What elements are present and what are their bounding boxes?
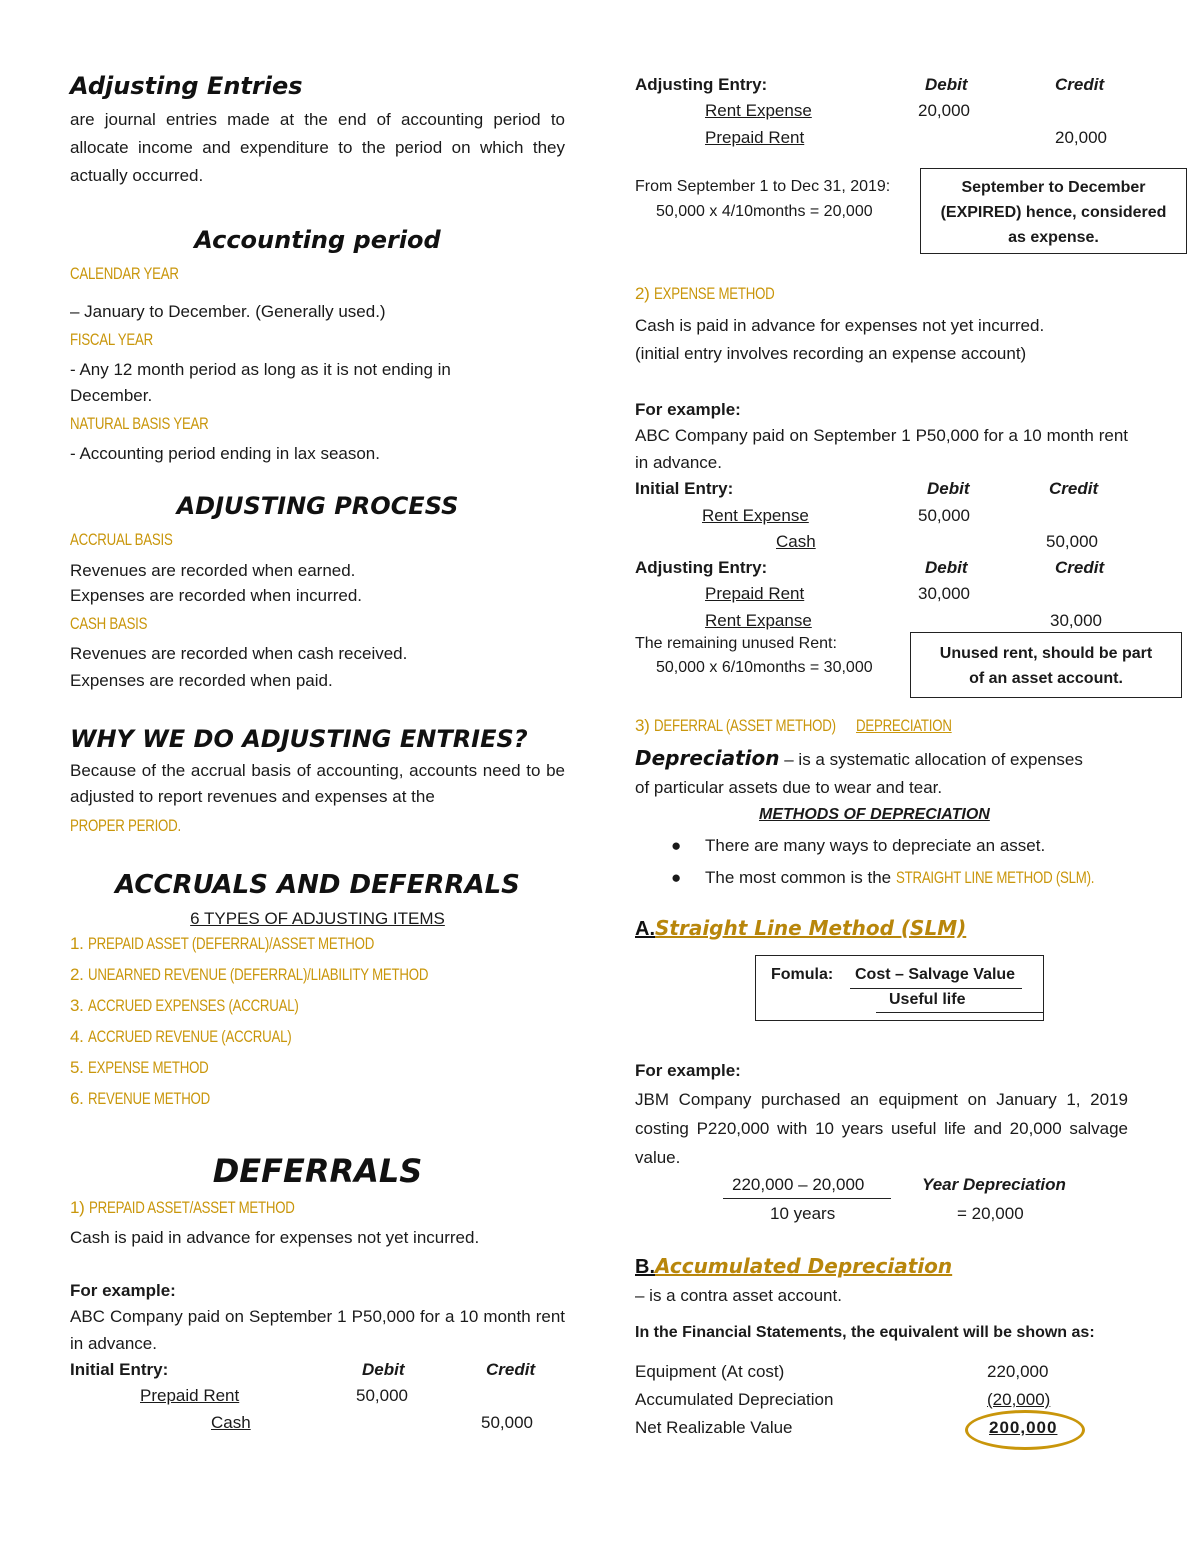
calendar-year-desc: – January to December. (Generally used.) xyxy=(70,302,386,321)
entry-account: Rent Expense xyxy=(705,101,812,120)
note-line: September to December xyxy=(961,179,1146,196)
type-item: 1. PREPAID ASSET (DEFERRAL)/ASSET METHOD xyxy=(70,934,375,953)
entry-credit-amount: 30,000 xyxy=(1050,611,1102,630)
entry-debit-amount: 30,000 xyxy=(918,584,970,603)
credit-header: Credit xyxy=(1055,75,1105,94)
credit-header: Credit xyxy=(1049,479,1099,498)
why-title: WHY WE DO ADJUSTING ENTRIES? xyxy=(70,725,528,753)
debit-header: Debit xyxy=(925,558,968,577)
entry-credit-amount: 20,000 xyxy=(1055,128,1107,147)
entry-credit-amount: 50,000 xyxy=(1046,532,1098,551)
section-b-heading: B.Accumulated Depreciation xyxy=(635,1254,953,1278)
entry-account: Prepaid Rent xyxy=(140,1386,240,1405)
types-title: 6 TYPES OF ADJUSTING ITEMS xyxy=(190,909,445,928)
from-september-label: From September 1 to Dec 31, 2019: xyxy=(635,178,891,195)
highlight-ellipse xyxy=(965,1410,1085,1450)
entry-account: Cash xyxy=(211,1413,251,1432)
fs-row-label: Accumulated Depreciation xyxy=(635,1390,834,1409)
year-depreciation-value: = 20,000 xyxy=(957,1204,1024,1223)
note-line: Unused rent, should be part xyxy=(939,645,1153,662)
entry-account: Rent Expanse xyxy=(705,611,812,630)
methods-title: METHODS OF DEPRECIATION xyxy=(759,806,990,823)
method-2-heading: 2) EXPENSE METHOD xyxy=(635,284,775,303)
calc-expired: 50,000 x 4/10months = 20,000 xyxy=(656,203,873,220)
entry-debit-amount: 50,000 xyxy=(918,506,970,525)
formula-box xyxy=(755,955,1044,1021)
example-2-desc: ABC Company paid on September 1 P50,000 for a 10 month rent in advance. xyxy=(635,426,1128,472)
example-1-desc: ABC Company paid on September 1 P50,000 for a 10 month rent in advance. xyxy=(70,1307,565,1353)
section-a-heading: A.Straight Line Method (SLM) xyxy=(635,916,967,940)
adjusting-entries-title: Adjusting Entries xyxy=(70,72,303,100)
accruals-deferrals-title: ACCRUALS AND DEFERRALS xyxy=(115,870,520,900)
calc-denominator: 10 years xyxy=(770,1204,836,1223)
adjusting-entries-definition: are journal entries made at the end of accounting period to allocate income and expenditure to the period on which they actually occurred. xyxy=(70,110,565,185)
method-2-desc-1: Cash is paid in advance for expenses not yet incurred. xyxy=(635,316,1045,335)
accrual-basis-label: ACCRUAL BASIS xyxy=(70,530,173,549)
accrual-line-1: Revenues are recorded when earned. xyxy=(70,561,356,580)
calendar-year-label: CALENDAR YEAR xyxy=(70,264,179,283)
example-3-desc: JBM Company purchased an equipment on January 1, 2019 costing P220,000 with 10 years useful life and 20,000 salvage value. xyxy=(635,1090,1128,1167)
fiscal-year-desc-1: - Any 12 month period as long as it is not ending in xyxy=(70,360,451,379)
contra-asset-desc: – is a contra asset account. xyxy=(635,1286,842,1305)
type-item: 2. UNEARNED REVENUE (DEFERRAL)/LIABILITY METHOD xyxy=(70,965,429,984)
type-item: 5. EXPENSE METHOD xyxy=(70,1058,209,1077)
entry-debit-amount: 20,000 xyxy=(918,101,970,120)
bullet-item: ● There are many ways to depreciate an asset. xyxy=(671,836,1046,855)
adjusting-entry-label: Adjusting Entry: xyxy=(635,558,768,577)
unused-rent-note-box xyxy=(910,632,1182,698)
credit-header: Credit xyxy=(1055,558,1105,577)
initial-entry-label: Initial Entry: xyxy=(70,1360,169,1379)
for-example-label: For example: xyxy=(70,1281,176,1300)
initial-entry-label: Initial Entry: xyxy=(635,479,734,498)
fs-row-label: Net Realizable Value xyxy=(635,1418,793,1437)
method-3-heading: 3) DEFERRAL (ASSET METHOD) DEPRECIATION xyxy=(635,716,952,735)
financial-statements-line: In the Financial Statements, the equivalent will be shown as: xyxy=(635,1324,1095,1341)
entry-account: Prepaid Rent xyxy=(705,128,805,147)
natural-year-label: NATURAL BASIS YEAR xyxy=(70,414,209,433)
deferral-1-heading: 1) PREPAID ASSET/ASSET METHOD xyxy=(70,1198,295,1217)
note-line: of an asset account. xyxy=(969,670,1123,687)
fiscal-year-label: FISCAL YEAR xyxy=(70,330,153,349)
remaining-rent-label: The remaining unused Rent: xyxy=(635,635,837,652)
calc-numerator: 220,000 – 20,000 xyxy=(732,1175,865,1194)
cash-line-1: Revenues are recorded when cash received. xyxy=(70,644,408,663)
note-line: as expense. xyxy=(1008,229,1099,246)
formula-numerator: Cost – Salvage Value xyxy=(855,966,1016,983)
depreciation-definition-2: of particular assets due to wear and tear. xyxy=(635,778,943,797)
depreciation-definition: Depreciation – is a systematic allocation of expenses xyxy=(635,746,1083,770)
expired-note-box xyxy=(920,168,1187,254)
fs-row-value: (20,000) xyxy=(987,1390,1051,1409)
formula-label: Fomula: xyxy=(771,966,834,983)
fs-row-value: 200,000 xyxy=(989,1418,1058,1437)
entry-account: Rent Expense xyxy=(702,506,809,525)
adjusting-process-title: ADJUSTING PROCESS xyxy=(176,492,459,520)
deferral-1-desc: Cash is paid in advance for expenses not yet incurred. xyxy=(70,1228,480,1247)
adjusting-entry-label: Adjusting Entry: xyxy=(635,75,768,94)
bullet-dot-icon: ● xyxy=(671,868,682,887)
entry-debit-amount: 50,000 xyxy=(356,1386,408,1405)
cash-basis-label: CASH BASIS xyxy=(70,614,148,633)
bullet-item: ● The most common is the STRAIGHT LINE METHOD (SLM). xyxy=(671,868,1095,887)
why-desc: Because of the accrual basis of accounting, accounts need to be adjusted to report revenues and expenses at the xyxy=(70,761,565,806)
debit-header: Debit xyxy=(925,75,968,94)
for-example-label: For example: xyxy=(635,400,741,419)
deferrals-title: DEFERRALS xyxy=(212,1152,423,1190)
types-list xyxy=(70,934,565,1120)
formula-fraction-line xyxy=(850,988,1022,989)
credit-header: Credit xyxy=(486,1360,536,1379)
accounting-period-title: Accounting period xyxy=(194,226,441,254)
entry-account: Cash xyxy=(776,532,816,551)
method-2-desc-2: (initial entry involves recording an expense account) xyxy=(635,344,1027,363)
debit-header: Debit xyxy=(927,479,970,498)
calc-remaining: 50,000 x 6/10months = 30,000 xyxy=(656,659,873,676)
natural-year-desc: - Accounting period ending in lax season. xyxy=(70,444,380,463)
type-item: 6. REVENUE METHOD xyxy=(70,1089,211,1108)
fs-row-value: 220,000 xyxy=(987,1362,1049,1381)
bullet-dot-icon: ● xyxy=(671,836,682,855)
formula-underline xyxy=(876,1012,1044,1013)
entry-account: Prepaid Rent xyxy=(705,584,805,603)
year-depreciation-label: Year Depreciation xyxy=(922,1175,1066,1194)
proper-period-label: PROPER PERIOD. xyxy=(70,816,181,835)
type-item: 4. ACCRUED REVENUE (ACCRUAL) xyxy=(70,1027,292,1046)
type-item: 3. ACCRUED EXPENSES (ACCRUAL) xyxy=(70,996,299,1015)
fiscal-year-desc-2: December. xyxy=(70,386,153,405)
for-example-label: For example: xyxy=(635,1061,741,1080)
debit-header: Debit xyxy=(362,1360,405,1379)
accrual-line-2: Expenses are recorded when incurred. xyxy=(70,586,362,605)
entry-credit-amount: 50,000 xyxy=(481,1413,533,1432)
cash-line-2: Expenses are recorded when paid. xyxy=(70,671,333,690)
calc-fraction-line xyxy=(723,1198,891,1199)
note-line: (EXPIRED) hence, considered xyxy=(940,204,1167,221)
fs-row-label: Equipment (At cost) xyxy=(635,1362,785,1381)
formula-denominator: Useful life xyxy=(889,991,966,1008)
